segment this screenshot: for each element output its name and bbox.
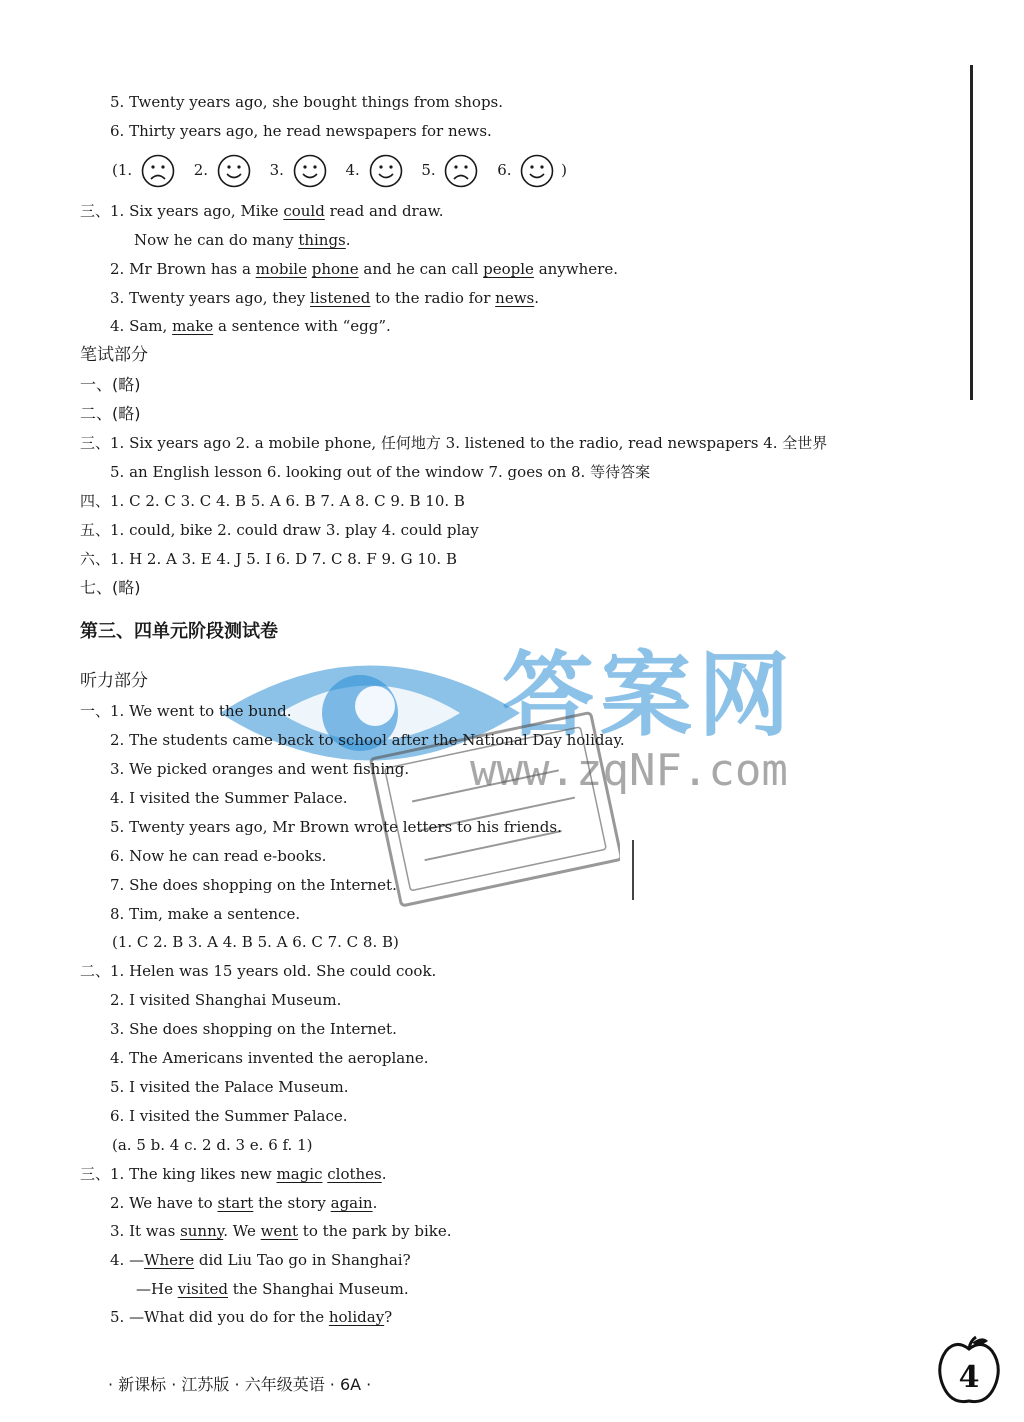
s3a-item-4: [110, 317, 391, 335]
text: to the park by bike.: [298, 1222, 452, 1240]
sad-face-icon: [444, 154, 478, 188]
answer-word: start: [217, 1194, 254, 1212]
answer-word: could: [283, 202, 325, 220]
text: 4. —: [110, 1251, 145, 1269]
written-s7: 七、(略): [80, 578, 141, 597]
answer-word: magic: [276, 1165, 323, 1183]
happy-face-icon: [369, 154, 403, 188]
faces-open: (1.: [112, 161, 133, 179]
sad-face-icon: [141, 154, 175, 188]
answer-word: people: [483, 260, 534, 278]
text: 1. The king likes new: [110, 1165, 277, 1183]
u34-s1-item-8: 8. Tim, make a sentence.: [110, 905, 301, 923]
listening-heading: 听力部分: [80, 671, 148, 691]
answer-word: sunny: [180, 1222, 224, 1240]
happy-face-icon: [520, 154, 554, 188]
s3a-item-3: [110, 289, 539, 307]
text: ?: [384, 1308, 393, 1326]
u34-s1-item-2: 2. The students came back to school after the National Day holiday.: [110, 731, 625, 749]
text: and he can call: [358, 260, 484, 278]
u34-s3-item-3: [110, 1222, 452, 1240]
text: .: [345, 231, 351, 249]
answer-word: Where: [144, 1251, 195, 1269]
u34-s2-item-3: 3. She does shopping on the Internet.: [110, 1020, 397, 1038]
answer-word: phone: [311, 260, 359, 278]
scan-mark: [632, 840, 634, 900]
u34-s1-answers: (1. C 2. B 3. A 4. B 5. A 6. C 7. C 8. B): [112, 933, 399, 951]
text: anywhere.: [533, 260, 618, 278]
text: 5. —What did you do for the: [110, 1308, 329, 1326]
u34-s2-item-6: 6. I visited the Summer Palace.: [110, 1107, 348, 1125]
section-label: 三、: [80, 1165, 111, 1183]
text: .: [381, 1165, 387, 1183]
answer-word: again: [330, 1194, 373, 1212]
u34-s2-answers: (a. 5 b. 4 c. 2 d. 3 e. 6 f. 1): [112, 1136, 313, 1154]
listening-item-5: 5. Twenty years ago, she bought things from shops.: [110, 93, 504, 111]
u34-s3-item-4b: [136, 1280, 409, 1298]
u34-s1-item-1: 一、1. We went to the bund.: [80, 702, 292, 720]
s3a-item-2: [110, 260, 618, 278]
text: . We: [223, 1222, 261, 1240]
text: 2. Mr Brown has a: [110, 260, 256, 278]
written-s3-line2: 5. an English lesson 6. looking out of the window 7. goes on 8. 等待答案: [110, 463, 651, 481]
text: 4. Sam,: [110, 317, 173, 335]
page-number: 4: [958, 1360, 980, 1395]
answer-word: visited: [177, 1280, 229, 1298]
u34-s1-item-7: 7. She does shopping on the Internet.: [110, 876, 397, 894]
happy-face-icon: [293, 154, 327, 188]
answer-word: things: [298, 231, 346, 249]
u34-s3-item-4a: [110, 1251, 411, 1269]
faces-close: ): [561, 161, 567, 179]
u34-s2-item-2: 2. I visited Shanghai Museum.: [110, 991, 342, 1009]
happy-face-icon: [217, 154, 251, 188]
answer-word: holiday: [328, 1308, 385, 1326]
written-s4: 四、1. C 2. C 3. C 4. B 5. A 6. B 7. A 8. C 9. B 10. B: [80, 492, 465, 510]
answer-word: news: [495, 289, 535, 307]
s3a-item-1b: [134, 231, 351, 249]
u34-s1-item-5: 5. Twenty years ago, Mr Brown wrote letters to his friends.: [110, 818, 562, 836]
listening-item-6: 6. Thirty years ago, he read newspapers for news.: [110, 122, 492, 140]
written-s1: 一、(略): [80, 375, 141, 394]
written-s2: 二、(略): [80, 404, 141, 423]
u34-s1-item-6: 6. Now he can read e-books.: [110, 847, 327, 865]
text: —He: [136, 1280, 178, 1298]
text: 3. Twenty years ago, they: [110, 289, 311, 307]
faces-num-6: 6.: [497, 161, 512, 179]
text: the Shanghai Museum.: [228, 1280, 409, 1298]
written-s6: 六、1. H 2. A 3. E 4. J 5. I 6. D 7. C 8. F 9. G 10. B: [80, 550, 457, 568]
faces-num-5: 5.: [421, 161, 436, 179]
faces-num-4: 4.: [345, 161, 360, 179]
answer-word: mobile: [255, 260, 307, 278]
u34-s3-item-1: [80, 1165, 387, 1183]
written-s3-line1: 三、1. Six years ago 2. a mobile phone, 任何地方 3. listened to the radio, read newspapers 4. 全世界: [80, 434, 828, 452]
text: .: [372, 1194, 378, 1212]
faces-answer-row: [112, 152, 567, 188]
text: Now he can do many: [134, 231, 299, 249]
text: .: [534, 289, 540, 307]
section-label: 三、: [80, 202, 111, 220]
answer-word: clothes: [327, 1165, 382, 1183]
u34-s3-item-2: [110, 1194, 377, 1212]
page-footer: · 新课标 · 江苏版 · 六年级英语 · 6A ·: [108, 1375, 372, 1394]
apple-page-number-icon: [936, 1335, 1002, 1407]
text: a sentence with “egg”.: [213, 317, 391, 335]
text: read and draw.: [324, 202, 444, 220]
watermark-url: www.zqNF.com: [470, 745, 788, 796]
answer-word: went: [260, 1222, 299, 1240]
u34-s2-item-4: 4. The Americans invented the aeroplane.: [110, 1049, 429, 1067]
u34-s2-item-5: 5. I visited the Palace Museum.: [110, 1078, 349, 1096]
written-heading: 笔试部分: [80, 345, 148, 365]
u34-s2-item-1: 二、1. Helen was 15 years old. She could cook.: [80, 962, 437, 980]
text: 3. It was: [110, 1222, 181, 1240]
faces-num-3: 3.: [269, 161, 284, 179]
unit-title: 第三、四单元阶段测试卷: [80, 621, 278, 642]
s3a-item-1a: [80, 202, 444, 220]
text: the story: [253, 1194, 331, 1212]
answer-word: listened: [310, 289, 371, 307]
text: did Liu Tao go in Shanghai?: [194, 1251, 411, 1269]
u34-s1-item-4: 4. I visited the Summer Palace.: [110, 789, 348, 807]
watermark-chinese-text: 答案网: [502, 642, 797, 749]
u34-s1-item-3: 3. We picked oranges and went fishing.: [110, 760, 410, 778]
faces-num-2: 2.: [193, 161, 209, 179]
written-s5: 五、1. could, bike 2. could draw 3. play 4. could play: [80, 521, 479, 539]
text: to the radio for: [370, 289, 496, 307]
text: 1. Six years ago, Mike: [110, 202, 284, 220]
u34-s3-item-5: [110, 1308, 392, 1326]
scan-edge-line: [970, 65, 973, 400]
answer-word: make: [172, 317, 214, 335]
text: 2. We have to: [110, 1194, 218, 1212]
